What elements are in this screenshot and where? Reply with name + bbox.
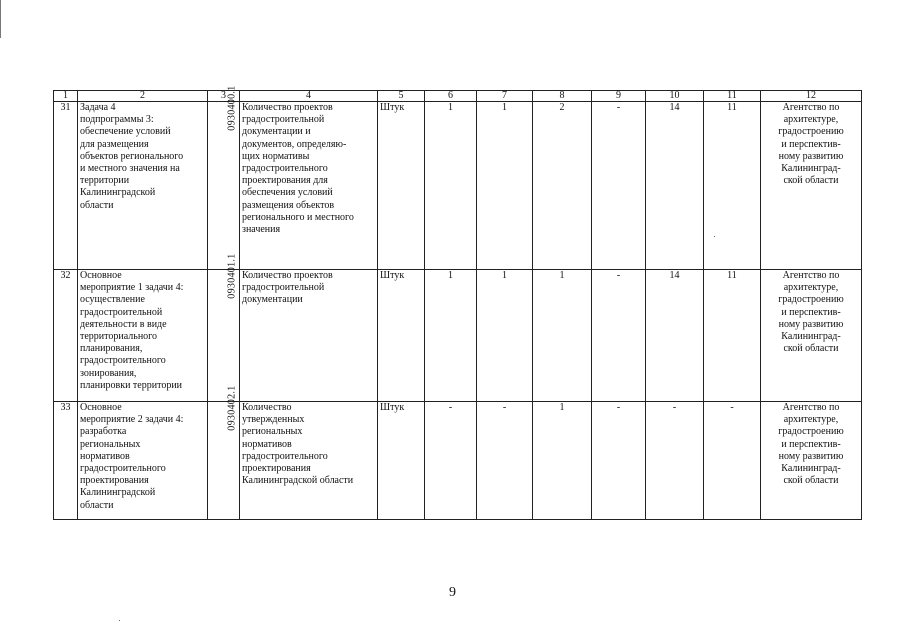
indicator-name: Количество утвержденных региональных нормативов градостроительного проектирования Калининградской области [240, 402, 378, 520]
header-col-2: 2 [78, 91, 208, 102]
header-col-9: 9 [592, 91, 646, 102]
value-col-9: - [592, 102, 646, 270]
row-number: 32 [54, 270, 78, 402]
table-header-row [54, 91, 862, 102]
unit: Штук [378, 270, 425, 402]
value-col-11: 11 [704, 102, 761, 270]
row-number: 31 [54, 102, 78, 270]
header-col-11: 11 [704, 91, 761, 102]
unit: Штук [378, 102, 425, 270]
indicators-table [53, 85, 862, 520]
value-col-8: 1 [533, 402, 592, 520]
table-row [54, 270, 862, 402]
task-code [208, 85, 240, 270]
task-name: Основное мероприятие 2 задачи 4: разработка региональных нормативов градостроительного проектирования Калининградской области [78, 402, 208, 520]
indicator-name: Количество проектов градостроительной документации и документов, определяю- щих нормативы градостроительного проектирования для обеспечения условий размещения объектов регионального и местного значения [240, 102, 378, 270]
responsible-agency: Агентство по архитектуре, градостроению и перспектив- ному развитию Калининград- ской области [761, 102, 862, 270]
scan-speck [119, 620, 120, 621]
scan-speck [714, 236, 715, 237]
header-col-3: 3 [208, 91, 240, 102]
responsible-agency: Агентство по архитектуре, градостроению и перспектив- ному развитию Калининград- ской области [761, 402, 862, 520]
header-col-10: 10 [646, 91, 704, 102]
header-col-8: 8 [533, 91, 592, 102]
header-col-1: 1 [54, 91, 78, 102]
value-col-11: 11 [704, 270, 761, 402]
row-number: 33 [54, 402, 78, 520]
task-code [208, 253, 240, 402]
value-col-9: - [592, 270, 646, 402]
value-col-11: - [704, 402, 761, 520]
value-col-6: 1 [425, 270, 477, 402]
value-col-6: - [425, 402, 477, 520]
responsible-agency: Агентство по архитектуре, градостроению и перспектив- ному развитию Калининград- ской области [761, 270, 862, 402]
value-col-7: 1 [477, 102, 533, 270]
header-col-4: 4 [240, 91, 378, 102]
task-code-text: 0930400.1 [226, 85, 238, 131]
value-col-10: - [646, 402, 704, 520]
value-col-8: 2 [533, 102, 592, 270]
task-name: Задача 4 подпрограммы 3: обеспечение условий для размещения объектов регионального и местного значения на территории Калининградской области [78, 102, 208, 270]
table-row [54, 102, 862, 270]
value-col-7: 1 [477, 270, 533, 402]
task-code [208, 385, 240, 520]
table-row [54, 402, 862, 520]
indicator-name: Количество проектов градостроительной документации [240, 270, 378, 402]
value-col-10: 14 [646, 270, 704, 402]
scan-edge-mark [0, 0, 1, 38]
page-number: 9 [449, 585, 456, 600]
header-col-6: 6 [425, 91, 477, 102]
header-col-7: 7 [477, 91, 533, 102]
value-col-10: 14 [646, 102, 704, 270]
task-code-text: 0930401.1 [226, 253, 238, 299]
header-col-12: 12 [761, 91, 862, 102]
unit: Штук [378, 402, 425, 520]
value-col-7: - [477, 402, 533, 520]
value-col-6: 1 [425, 102, 477, 270]
value-col-8: 1 [533, 270, 592, 402]
value-col-9: - [592, 402, 646, 520]
task-code-text: 0930402.1 [226, 385, 238, 431]
header-col-5: 5 [378, 91, 425, 102]
task-name: Основное мероприятие 1 задачи 4: осуществление градостроительной деятельности в виде территориального планирования, градостроительного зонирования, планировки территории [78, 270, 208, 402]
